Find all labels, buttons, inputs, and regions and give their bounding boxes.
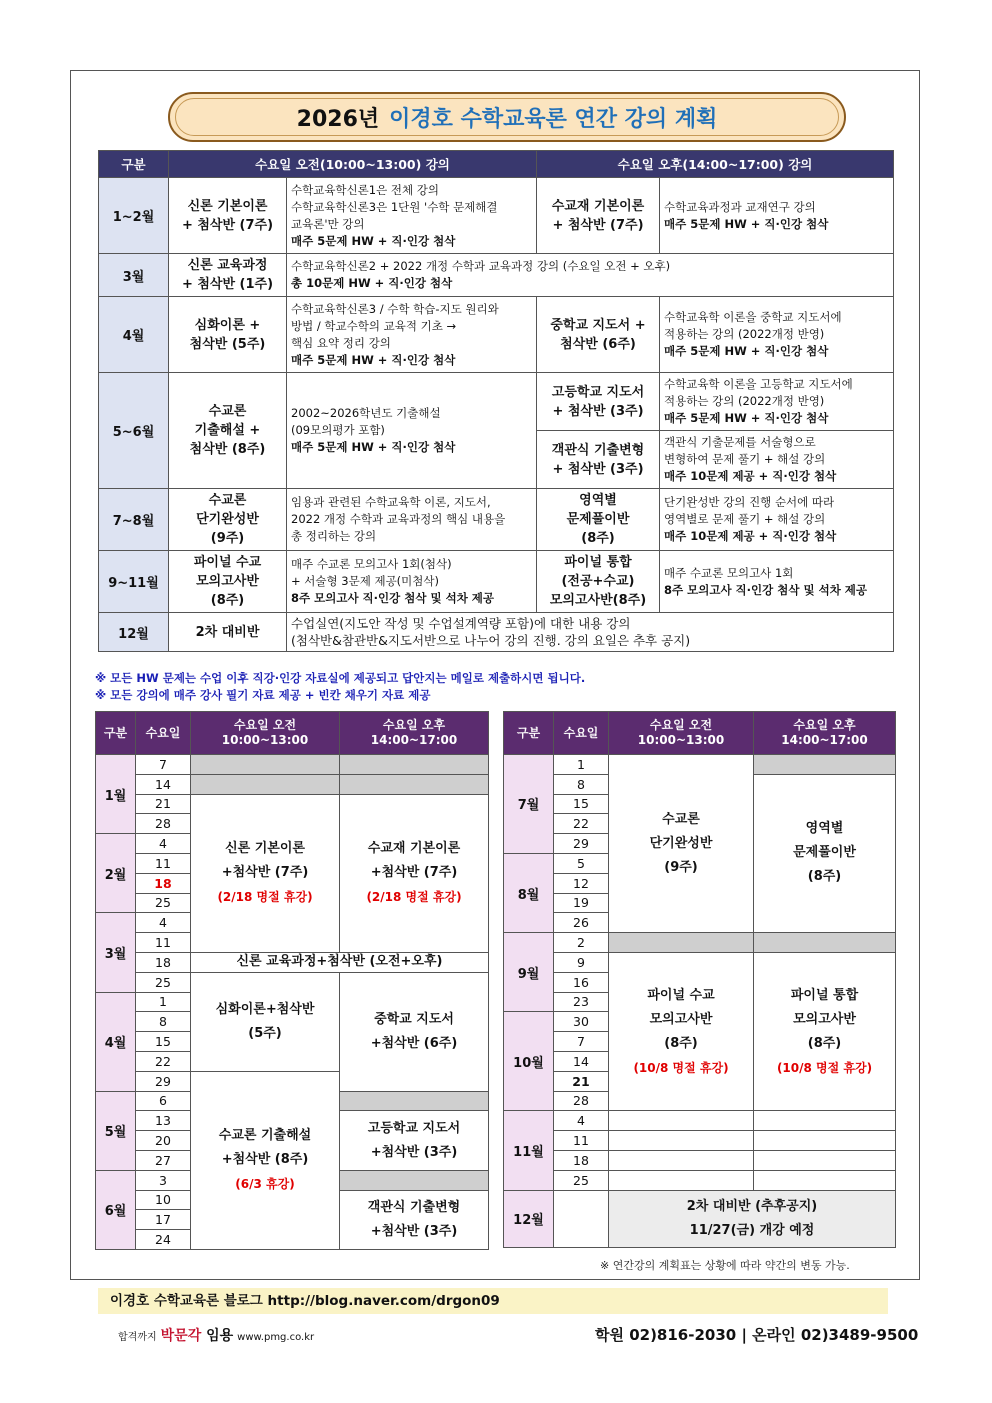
month-label: 2월 — [96, 834, 136, 913]
month-cell: 4월 — [99, 297, 169, 373]
empty-cell — [191, 774, 340, 794]
day-cell: 6 — [136, 1091, 191, 1111]
month-cell: 12월 — [99, 613, 169, 652]
day-cell: 24 — [136, 1230, 191, 1250]
note-material: ※ 모든 강의에 매주 강사 필기 자료 제공 + 빈칸 채우기 자료 제공 — [95, 688, 431, 702]
blog-bar: 이경호 수학교육론 블로그 http://blog.naver.com/drgon09 — [98, 1288, 888, 1314]
day-cell: 15 — [554, 794, 609, 814]
month-cell: 5~6월 — [99, 373, 169, 489]
course-cell: 2차 대비반 — [169, 613, 287, 652]
annual-plan-table — [98, 150, 894, 652]
sch-header-day: 수요일 — [554, 712, 609, 755]
day-cell: 8 — [554, 774, 609, 794]
day-cell: 8 — [136, 1012, 191, 1032]
day-cell: 9 — [554, 952, 609, 972]
day-cell: 18 — [554, 1150, 609, 1170]
course-cell: 중학교 지도서 + 첨삭반 (6주) — [537, 297, 660, 373]
month-cell: 1~2월 — [99, 178, 169, 254]
header-am: 수요일 오전(10:00~13:00) 강의 — [169, 151, 537, 178]
brand-site: www.pmg.co.kr — [237, 1332, 315, 1343]
day-cell: 25 — [136, 972, 191, 992]
day-cell: 28 — [136, 814, 191, 834]
month-label: 11월 — [504, 1111, 554, 1190]
empty-cell — [754, 1131, 896, 1151]
course-final-am: 파이널 수교 모의고사반 (8주) (10/8 명절 휴강) — [609, 952, 754, 1110]
empty-cell — [340, 1091, 489, 1111]
course-obj: 객관식 기출변형 +첨삭반 (3주) — [340, 1190, 489, 1249]
empty-cell — [609, 1150, 754, 1170]
empty-cell — [340, 774, 489, 794]
course-final-pm: 파이널 통합 모의고사반 (8주) (10/8 명절 휴강) — [754, 952, 896, 1110]
day-cell: 3 — [136, 1170, 191, 1190]
course-middle: 중학교 지도서 +첨삭반 (6주) — [340, 972, 489, 1091]
day-cell: 13 — [136, 1111, 191, 1131]
month-cell: 3월 — [99, 254, 169, 297]
month-label: 5월 — [96, 1091, 136, 1170]
course-cell: 신론 기본이론 + 첨삭반 (7주) — [169, 178, 287, 254]
month-label: 3월 — [96, 913, 136, 992]
footnote: ※ 연간강의 계획표는 상황에 따라 약간의 변동 가능. — [600, 1259, 850, 1272]
course-cell: 수교론 단기완성반 (9주) — [169, 489, 287, 551]
day-cell: 11 — [136, 933, 191, 953]
day-cell: 18 — [136, 952, 191, 972]
brand-logo: 박문각 임용 — [160, 1328, 234, 1344]
empty-cell — [754, 1150, 896, 1170]
desc-cell: 객관식 기출문제를 서술형으로 변형하여 문제 풀기 + 해설 강의 매주 10문제 제공 + 직·인강 첨삭 — [660, 431, 894, 489]
desc-cell: 매주 수교론 모의고사 1회 8주 모의고사 직·인강 첨삭 및 석차 제공 — [660, 551, 894, 613]
course-cell: 파이널 통합 (전공+수교) 모의고사반(8주) — [537, 551, 660, 613]
day-cell: 17 — [136, 1210, 191, 1230]
month-cell: 7~8월 — [99, 489, 169, 551]
day-cell: 27 — [136, 1150, 191, 1170]
empty-cell — [754, 933, 896, 953]
course-cell: 고등학교 지도서 + 첨삭반 (3주) — [537, 373, 660, 431]
day-cell: 22 — [554, 814, 609, 834]
day-cell: 26 — [554, 913, 609, 933]
desc-cell: 매주 수교론 모의고사 1회(첨삭) + 서술형 3문제 제공(미첨삭) 8주 모의고사 직·인강 첨삭 및 석차 제공 — [287, 551, 537, 613]
desc-cell: 수학교육학 이론을 고등학교 지도서에 적용하는 강의 (2022개정 반영) 매주 5문제 HW + 직·인강 첨삭 — [660, 373, 894, 431]
month-label: 7월 — [504, 755, 554, 854]
sch-header-am: 수요일 오전 10:00~13:00 — [191, 712, 340, 755]
course-cell: 수교론 기출해설 + 첨삭반 (8주) — [169, 373, 287, 489]
day-cell: 29 — [136, 1071, 191, 1091]
day-cell: 4 — [136, 913, 191, 933]
month-label: 12월 — [504, 1190, 554, 1247]
day-cell: 21 — [136, 794, 191, 814]
desc-cell: 수학교육학신론2 + 2022 개정 수학과 교육과정 강의 (수요일 오전 + 오후) 총 10문제 HW + 직·인강 첨삭 — [287, 254, 894, 297]
empty-cell — [609, 1170, 754, 1190]
course-area: 영역별 문제풀이반 (8주) — [754, 774, 896, 932]
day-cell: 1 — [554, 755, 609, 775]
day-cell: 11 — [554, 1131, 609, 1151]
course-singi-pm: 수교재 기본이론 +첨삭반 (7주) (2/18 명절 휴강) — [340, 794, 489, 952]
sch-header-am: 수요일 오전 10:00~13:00 — [609, 712, 754, 755]
course-singi-am: 신론 기본이론 +첨삭반 (7주) (2/18 명절 휴강) — [191, 794, 340, 952]
day-cell: 14 — [554, 1051, 609, 1071]
brand-tagline: 합격까지 — [118, 1332, 157, 1343]
empty-cell — [609, 1131, 754, 1151]
day-cell: 11 — [136, 853, 191, 873]
empty-cell — [340, 755, 489, 775]
header-gubun: 구분 — [99, 151, 169, 178]
empty-cell — [609, 1111, 754, 1131]
month-label: 10월 — [504, 1012, 554, 1111]
month-label: 9월 — [504, 933, 554, 1012]
month-label: 4월 — [96, 992, 136, 1091]
header-pm: 수요일 오후(14:00~17:00) 강의 — [537, 151, 894, 178]
day-cell: 7 — [554, 1032, 609, 1052]
empty-cell — [191, 755, 340, 775]
day-cell: 4 — [136, 834, 191, 854]
day-cell: 21 — [554, 1071, 609, 1091]
month-label: 1월 — [96, 755, 136, 834]
day-cell: 5 — [554, 853, 609, 873]
course-2nd: 2차 대비반 (추후공지) 11/27(금) 개강 예정 — [609, 1190, 896, 1247]
day-cell: 2 — [554, 933, 609, 953]
day-cell: 25 — [554, 1170, 609, 1190]
contact-info: 학원 02)816-2030 | 온라인 02)3489-9500 — [595, 1326, 919, 1344]
day-cell: 14 — [136, 774, 191, 794]
sch-header-gubun: 구분 — [96, 712, 136, 755]
day-cell: 12 — [554, 873, 609, 893]
desc-cell: 단기완성반 강의 진행 순서에 따라 영역별로 문제 풀기 + 해설 강의 매주 10문제 제공 + 직·인강 첨삭 — [660, 489, 894, 551]
day-cell: 23 — [554, 992, 609, 1012]
sch-header-pm: 수요일 오후 14:00~17:00 — [754, 712, 896, 755]
day-cell: 25 — [136, 893, 191, 913]
title-main: 이경호 수학교육론 연간 강의 계획 — [389, 106, 718, 132]
course-gyo: 신론 교육과정+첨삭반 (오전+오후) — [191, 952, 489, 972]
day-cell: 22 — [136, 1051, 191, 1071]
sch-header-pm: 수요일 오후 14:00~17:00 — [340, 712, 489, 755]
sch-header-day: 수요일 — [136, 712, 191, 755]
schedule-left — [95, 711, 489, 1250]
day-cell: 30 — [554, 1012, 609, 1032]
schedule-right — [503, 711, 896, 1248]
empty-cell — [609, 933, 754, 953]
day-cell: 29 — [554, 834, 609, 854]
empty-cell — [340, 1170, 489, 1190]
month-label: 8월 — [504, 853, 554, 932]
desc-cell: 수학교육학신론3 / 수학 학습-지도 원리와 방법 / 학교수학의 교육적 기초 → 핵심 요약 정리 강의 매주 5문제 HW + 직·인강 첨삭 — [287, 297, 537, 373]
desc-cell: 수업실연(지도안 작성 및 수업설계역량 포함)에 대한 내용 강의 (첨삭반&참관반&지도서반으로 나누어 강의 진행. 강의 요일은 추후 공지) — [287, 613, 894, 652]
day-cell: 16 — [554, 972, 609, 992]
course-simhwa: 심화이론+첨삭반 (5주) — [191, 972, 340, 1071]
course-cell: 신론 교육과정 + 첨삭반 (1주) — [169, 254, 287, 297]
day-cell: 1 — [136, 992, 191, 1012]
day-cell: 7 — [136, 755, 191, 775]
course-dangi: 수교론 단기완성반 (9주) — [609, 755, 754, 933]
desc-cell: 수학교육학 이론을 중학교 지도서에 적용하는 강의 (2022개정 반영) 매주 5문제 HW + 직·인강 첨삭 — [660, 297, 894, 373]
month-cell: 9~11월 — [99, 551, 169, 613]
desc-cell: 2002~2026학년도 기출해설 (09모의평가 포함) 매주 5문제 HW + 직·인강 첨삭 — [287, 373, 537, 489]
note-hw: ※ 모든 HW 문제는 수업 이후 직강·인강 자료실에 제공되고 답안지는 메일로 제출하시면 됩니다. — [95, 671, 586, 685]
day-cell: 20 — [136, 1131, 191, 1151]
day-cell: 10 — [136, 1190, 191, 1210]
course-high: 고등학교 지도서 +첨삭반 (3주) — [340, 1111, 489, 1170]
brand — [118, 1325, 314, 1345]
day-cell: 4 — [554, 1111, 609, 1131]
desc-cell: 임용과 관련된 수학교육학 이론, 지도서, 2022 개정 수학과 교육과정의 핵심 내용을 총 정리하는 강의 — [287, 489, 537, 551]
month-label: 6월 — [96, 1170, 136, 1249]
day-cell: 19 — [554, 893, 609, 913]
notes — [95, 670, 585, 704]
title-banner — [168, 92, 846, 142]
course-cell: 객관식 기출변형 + 첨삭반 (3주) — [537, 431, 660, 489]
empty-cell — [754, 1170, 896, 1190]
empty-cell — [754, 1111, 896, 1131]
course-gichul: 수교론 기출해설 +첨삭반 (8주) (6/3 휴강) — [191, 1071, 340, 1249]
empty-cell — [754, 755, 896, 775]
empty-cell — [554, 1190, 609, 1247]
day-cell: 15 — [136, 1032, 191, 1052]
course-cell: 심화이론 + 첨삭반 (5주) — [169, 297, 287, 373]
course-cell: 수교재 기본이론 + 첨삭반 (7주) — [537, 178, 660, 254]
day-cell-holiday: 18 — [136, 873, 191, 893]
course-cell: 영역별 문제풀이반 (8주) — [537, 489, 660, 551]
desc-cell: 수학교육과정과 교재연구 강의 매주 5문제 HW + 직·인강 첨삭 — [660, 178, 894, 254]
sch-header-gubun: 구분 — [504, 712, 554, 755]
title-year: 2026년 — [296, 106, 380, 132]
course-cell: 파이널 수교 모의고사반 (8주) — [169, 551, 287, 613]
day-cell: 28 — [554, 1091, 609, 1111]
desc-cell: 수학교육학신론1은 전체 강의 수학교육학신론3은 1단원 '수학 문제해결 교육론'만 강의 매주 5문제 HW + 직·인강 첨삭 — [287, 178, 537, 254]
